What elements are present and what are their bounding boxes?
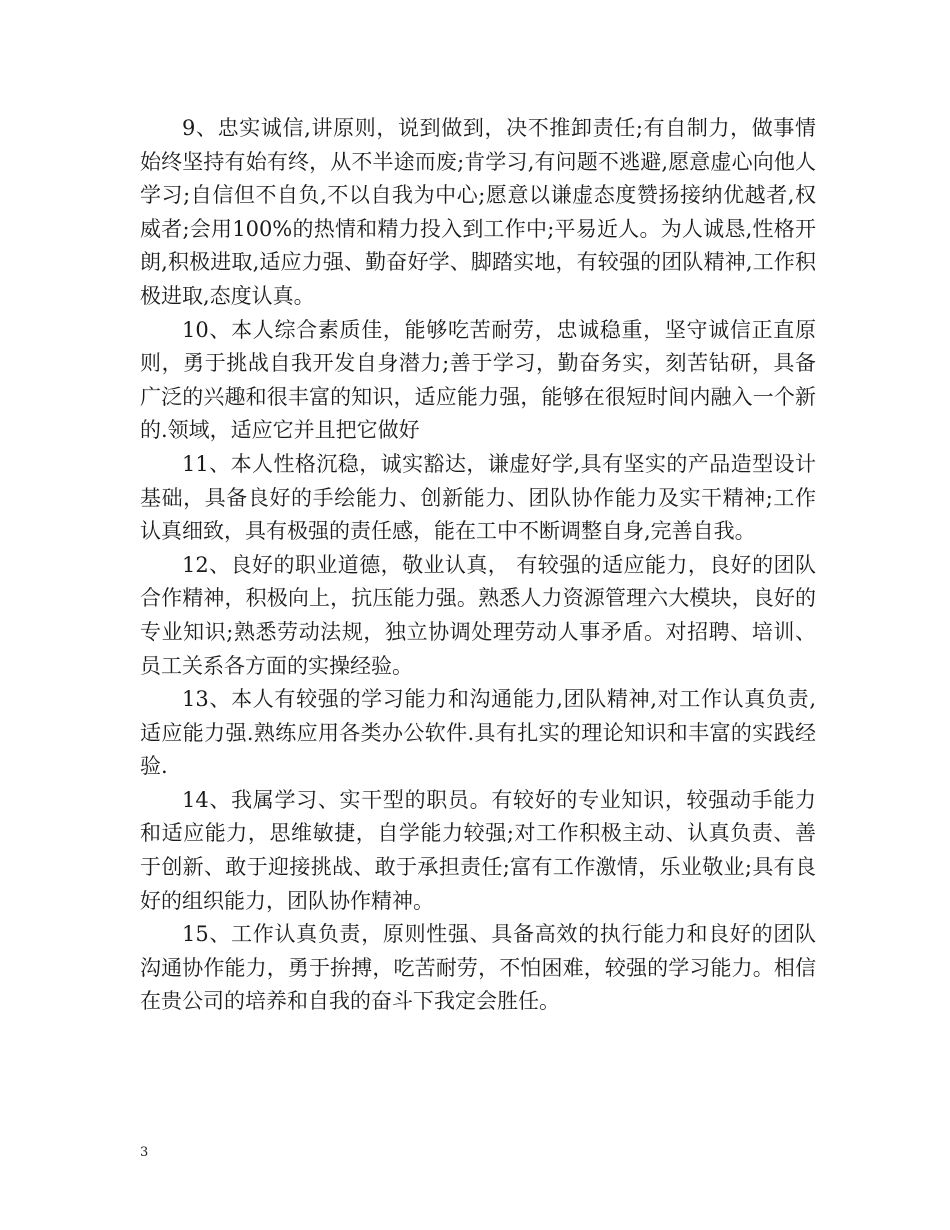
paragraph-item-9: 9、忠实诚信,讲原则，说到做到，决不推卸责任;有自制力，做事情始终坚持有始有终，从不半途而废;肯学习,有问题不逃避,愿意虚心向他人学习;自信但不自负,不以自我为中心;愿意以谦虚态度赞扬接纳优越者,权威者;会用100%的热情和精力投入到工作中;平易近人。为人诚恳,性格开朗,积极进取,适应力强、勤奋好学、脚踏实地，有较强的团队精神,工作积极进取,态度认真。 [140, 116, 816, 308]
paragraph-item-11: 11、本人性格沉稳，诚实豁达，谦虚好学,具有坚实的产品造型设计基础，具备良好的手绘能力、创新能力、团队协作能力及实干精神;工作认真细致，具有极强的责任感，能在工中不断调整自身,完善自我。 [140, 451, 816, 544]
paragraph-item-15: 15、工作认真负责，原则性强、具备高效的执行能力和良好的团队沟通协作能力，勇于拚搏，吃苦耐劳，不怕困难，较强的学习能力。相信在贵公司的培养和自我的奋斗下我定会胜任。 [140, 922, 816, 1014]
page-number: 3 [140, 1145, 149, 1160]
paragraph-item-12: 12、良好的职业道德，敬业认真， 有较强的适应能力，良好的团队合作精神，积极向上，抗压能力强。熟悉人力资源管理六大模块，良好的专业知识;熟悉劳动法规，独立协调处理劳动人事矛盾。对招聘、培训、员工关系各方面的实操经验。 [140, 552, 816, 678]
paragraph-item-13: 13、本人有较强的学习能力和沟通能力,团队精神,对工作认真负责,适应能力强.熟练应用各类办公软件.具有扎实的理论知识和丰富的实践经验. [140, 687, 816, 779]
paragraph-item-14: 14、我属学习、实干型的职员。有较好的专业知识，较强动手能力和适应能力，思维敏捷，自学能力较强;对工作积极主动、认真负责、善于创新、敢于迎接挑战、敢于承担责任;富有工作激情，乐业敬业;具有良好的组织能力，团队协作精神。 [140, 787, 816, 913]
document-page [140, 112, 816, 1019]
paragraph-item-10: 10、本人综合素质佳，能够吃苦耐劳，忠诚稳重，坚守诚信正直原则，勇于挑战自我开发自身潜力;善于学习，勤奋务实，刻苦钻研，具备广泛的兴趣和很丰富的知识，适应能力强，能够在很短时间内融入一个新的.领域，适应它并且把它做好 [140, 317, 816, 443]
